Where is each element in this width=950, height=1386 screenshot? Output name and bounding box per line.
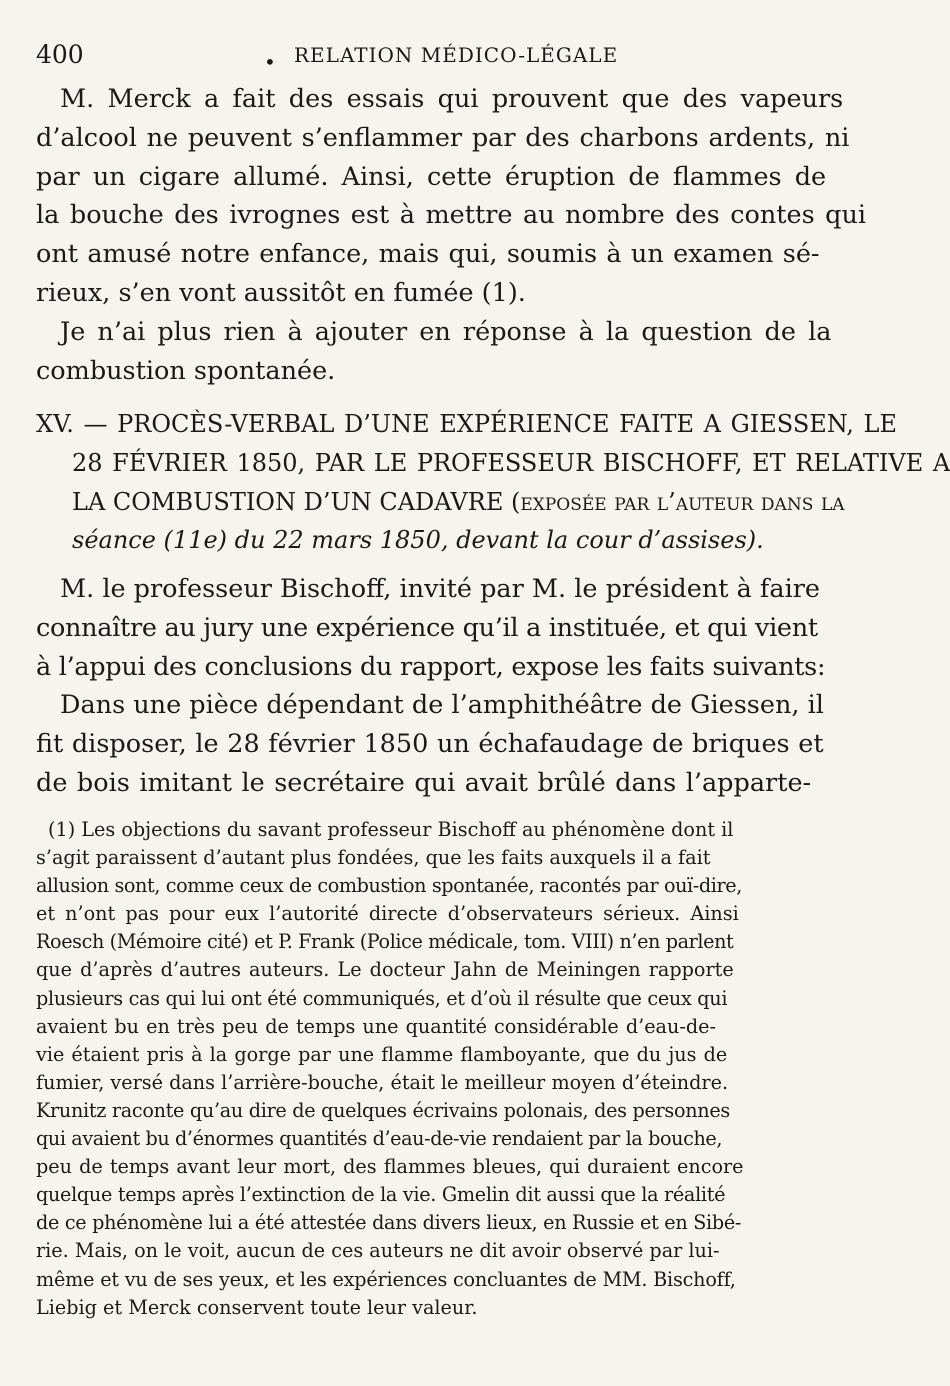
text-line: M. Merck a fait des essais qui prouvent que des vapeurs: [60, 84, 844, 114]
section-title-text: 28 FÉVRIER 1850, PAR LE PROFESSEUR BISCHOFF, ET RELATIVE A: [72, 448, 950, 477]
text-line: M. le professeur Bischoff, invité par M. le président à faire: [60, 574, 821, 604]
section-heading: [36, 405, 950, 560]
footnote-line: fumier, versé dans l’arrière-bouche, était le meilleur moyen d’éteindre.: [36, 1070, 729, 1094]
paragraph-block-top: [36, 80, 867, 390]
footnote-line: Krunitz raconte qu’au dire de quelques écrivains polonais, des personnes: [36, 1098, 730, 1122]
text-line: connaître au jury une expérience qu’il a instituée, et qui vient: [36, 612, 818, 643]
text-line: d’alcool ne peuvent s’enflammer par des charbons ardents, ni: [36, 122, 850, 153]
text-line: Dans une pièce dépendant de l’amphithéâtre de Giessen, il: [60, 690, 824, 721]
section-title-line: [36, 405, 897, 444]
footnote-line: allusion sont, comme ceux de combustion spontanée, racontés par ouï-dire,: [36, 874, 742, 898]
text-line: de bois imitant le secrétaire qui avait brûlé dans l’apparte-: [36, 767, 812, 798]
section-title-line: [36, 444, 950, 483]
section-title-line: [36, 521, 764, 560]
footnote-line: de ce phénomène lui a été attestée dans divers lieux, en Russie et en Sibé-: [36, 1211, 742, 1235]
header-ornament: •: [264, 50, 276, 74]
footnote-line: (1) Les objections du savant professeur Bischoff au phénomène dont il: [48, 818, 734, 841]
section-title-line: [36, 483, 845, 522]
footnote: [36, 816, 756, 1322]
footnote-line: qui avaient bu d’énormes quantités d’eau-de-vie rendaient par la bouche,: [36, 1127, 723, 1151]
footnote-line: que d’après d’autres auteurs. Le docteur Jahn de Meiningen rapporte: [36, 958, 734, 982]
running-title: RELATION MÉDICO-LÉGALE: [294, 43, 619, 67]
footnote-line: plusieurs cas qui lui ont été communiqués, et d’où il résulte que ceux qui: [36, 986, 728, 1010]
text-line: ont amusé notre enfance, mais qui, soumis à un examen sé-: [36, 239, 820, 270]
section-title-text: LA COMBUSTION D’UN CADAVRE (exposée par l’auteur dans la: [72, 487, 845, 516]
section-title-text: XV. — PROCÈS-VERBAL D’UNE EXPÉRIENCE FAITE A GIESSEN, LE: [36, 410, 897, 438]
footnote-line: même et vu de ses yeux, et les expériences concluantes de MM. Bischoff,: [36, 1267, 736, 1291]
footnote-line: Roesch (Mémoire cité) et P. Frank (Police médicale, tom. VIII) n’en parlent: [36, 930, 734, 954]
footnote-line: quelque temps après l’extinction de la vie. Gmelin dit aussi que la réalité: [36, 1183, 726, 1207]
text-line: combustion spontanée.: [36, 355, 336, 386]
text-line: la bouche des ivrognes est à mettre au nombre des contes qui: [36, 200, 867, 231]
footnote-line: s’agit paraissent d’autant plus fondées, que les faits auxquels il a fait: [36, 846, 711, 870]
text-line: Je n’ai plus rien à ajouter en réponse à la question de la: [60, 316, 832, 347]
running-header: [36, 36, 756, 76]
footnote-line: Liebig et Merck conservent toute leur valeur.: [36, 1295, 478, 1319]
text-line: fit disposer, le 28 février 1850 un échafaudage de briques et: [36, 729, 824, 760]
text-line: rieux, s’en vont aussitôt en fumée (1).: [36, 277, 526, 308]
text-line: par un cigare allumé. Ainsi, cette éruption de flammes de: [36, 161, 827, 192]
footnote-line: rie. Mais, on le voit, aucun de ces auteurs ne dit avoir observé par lui-: [36, 1239, 720, 1263]
footnote-line: et n’ont pas pour eux l’autorité directe d’observateurs sérieux. Ainsi: [36, 902, 739, 926]
footnote-line: avaient bu en très peu de temps une quantité considérable d’eau-de-: [36, 1014, 716, 1038]
section-title-text: séance (11e) du 22 mars 1850, devant la cour d’assises).: [72, 526, 764, 555]
footnote-line: peu de temps avant leur mort, des flammes bleues, qui duraient encore: [36, 1155, 744, 1179]
text-line: à l’appui des conclusions du rapport, expose les faits suivants:: [36, 651, 826, 682]
paragraph-block-bottom: [36, 570, 826, 803]
footnote-line: vie étaient pris à la gorge par une flamme flamboyante, que du jus de: [36, 1042, 728, 1066]
page-number: 400: [36, 40, 84, 69]
